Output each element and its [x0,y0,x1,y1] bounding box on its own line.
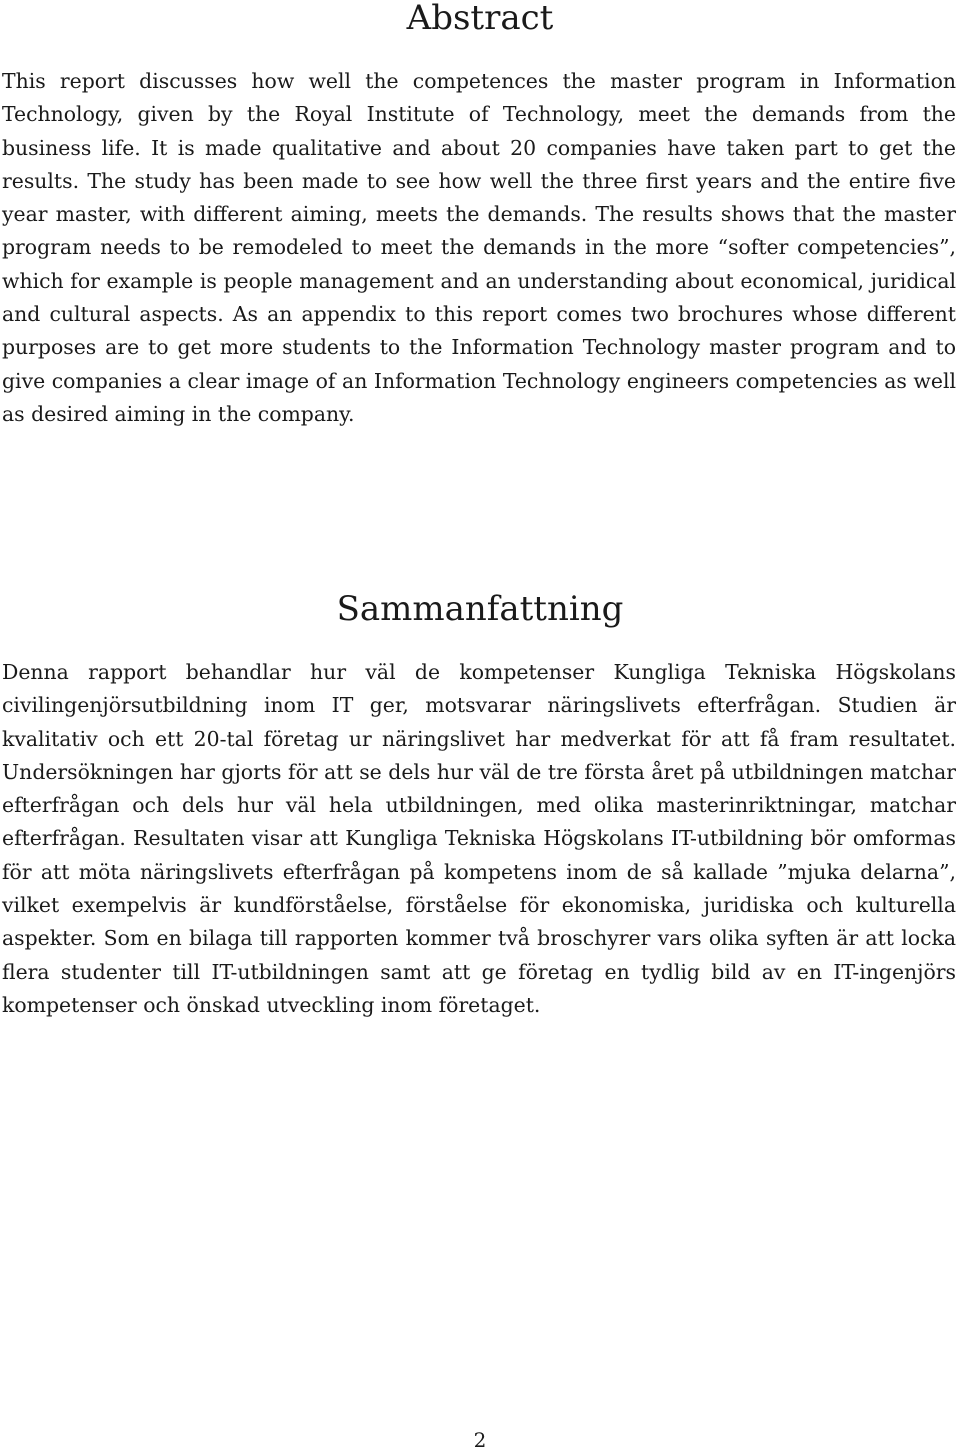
abstract-heading: Abstract [406,0,554,38]
sammanfattning-heading: Sammanfattning [336,589,624,629]
page-number: 2 [473,1428,487,1452]
sammanfattning-paragraph: Denna rapport behandlar hur väl de kompetenser Kungliga Tekniska Högskolans civilingenjörsutbildning inom IT ger, motsvarar näringslivets efterfrågan. Studien är kvalitativ och ett 20-tal företag ur näringslivet har medverkat för att få fram resultatet. Undersökningen har gjorts för att se dels hur väl de tre första året på utbildningen matchar efterfrågan och dels hur väl hela utbildningen, med olika masterinriktningar, matchar efterfrågan. Resultaten visar att Kungliga Tekniska Högskolans IT-utbildning bör omformas för att möta näringslivets efterfrågan på kompetens inom de så kallade ”mjuka delarna”, vilket exempelvis är kundförståelse, förståelse för ekonomiska, juridiska och kulturella aspekter. Som en bilaga till rapporten kommer två broschyrer vars olika syften är att locka flera studenter till IT-utbildningen samt att ge företag en tydlig bild av en IT-ingenjörs kompetenser och önskad utveckling inom företaget. [2,660,956,1017]
abstract-paragraph: This report discusses how well the competences the master program in Information Technology, given by the Royal Institute of Technology, meet the demands from the business life. It is made qualitative and about 20 companies have taken part to get the results. The study has been made to see how well the three first years and the entire five year master, with different aiming, meets the demands. The results shows that the master program needs to be remodeled to meet the demands in the more “softer competencies”, which for example is people management and an understanding about economical, juridical and cultural aspects. As an appendix to this report comes two brochures whose different purposes are to get more students to the Information Technology master program and to give companies a clear image of an Information Technology engineers competencies as well as desired aiming in the company. [2,69,956,426]
